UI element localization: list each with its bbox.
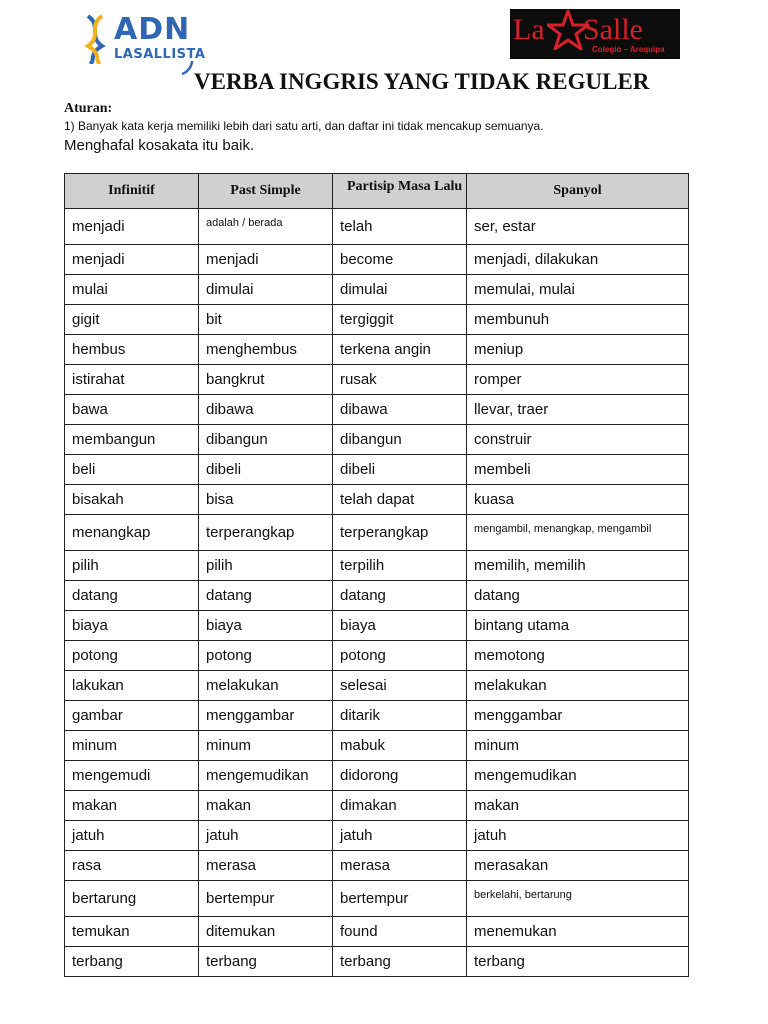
cell-past-simple: jatuh (199, 821, 333, 851)
cell-infinitif: menjadi (65, 245, 199, 275)
cell-infinitif: bisakah (65, 485, 199, 515)
cell-past-simple: makan (199, 791, 333, 821)
cell-past-participle: mabuk (333, 731, 467, 761)
adn-lasallista-logo (84, 12, 206, 66)
cell-past-simple: minum (199, 731, 333, 761)
table-row (65, 701, 689, 731)
cell-past-simple: potong (199, 641, 333, 671)
cell-infinitif: menangkap (65, 515, 199, 551)
cell-past-participle: merasa (333, 851, 467, 881)
cell-past-simple: bit (199, 305, 333, 335)
cell-past-participle: dimakan (333, 791, 467, 821)
cell-past-simple: menjadi (199, 245, 333, 275)
cell-past-simple: bisa (199, 485, 333, 515)
cell-past-simple: merasa (199, 851, 333, 881)
cell-spanyol: romper (467, 365, 689, 395)
header-past-simple: Past Simple (199, 174, 333, 209)
cell-past-simple: menggambar (199, 701, 333, 731)
rule-line-2: Menghafal kosakata itu baik. (64, 137, 255, 154)
cell-infinitif: bertarung (65, 881, 199, 917)
la-salle-logo (510, 9, 680, 59)
cell-past-simple: dibangun (199, 425, 333, 455)
cell-spanyol: jatuh (467, 821, 689, 851)
cell-past-participle: terperangkap (333, 515, 467, 551)
table-row (65, 209, 689, 245)
cell-past-participle: biaya (333, 611, 467, 641)
logo-lasallista-text: LASALLISTA (114, 47, 206, 62)
table-row (65, 395, 689, 425)
cell-infinitif: pilih (65, 551, 199, 581)
cell-past-participle: become (333, 245, 467, 275)
page-title: VERBA INGGRIS YANG TIDAK REGULER (194, 69, 650, 94)
cell-past-simple: terbang (199, 947, 333, 977)
table-row (65, 761, 689, 791)
logo-subtitle: Colegio – Arequipa (592, 45, 665, 54)
table-row (65, 551, 689, 581)
table-row (65, 305, 689, 335)
cell-past-participle: datang (333, 581, 467, 611)
cell-spanyol: kuasa (467, 485, 689, 515)
cell-past-simple: adalah / berada (199, 209, 333, 245)
cell-infinitif: minum (65, 731, 199, 761)
cell-past-participle: found (333, 917, 467, 947)
cell-infinitif: istirahat (65, 365, 199, 395)
header-partisip-masa-lalu: Partisip Masa Lalu (333, 174, 467, 209)
cell-past-simple: menghembus (199, 335, 333, 365)
cell-past-participle: ditarik (333, 701, 467, 731)
cell-past-simple: mengemudikan (199, 761, 333, 791)
table-row (65, 581, 689, 611)
cell-spanyol: membeli (467, 455, 689, 485)
cell-spanyol: makan (467, 791, 689, 821)
table-row (65, 671, 689, 701)
table-row (65, 335, 689, 365)
table-row (65, 731, 689, 761)
irregular-verbs-table (64, 173, 689, 977)
cell-past-participle: dibeli (333, 455, 467, 485)
cell-infinitif: terbang (65, 947, 199, 977)
cell-past-participle: tergiggit (333, 305, 467, 335)
table-row (65, 821, 689, 851)
cell-spanyol: memotong (467, 641, 689, 671)
table-row (65, 947, 689, 977)
cell-spanyol: merasakan (467, 851, 689, 881)
cell-spanyol: llevar, traer (467, 395, 689, 425)
cell-past-simple: dimulai (199, 275, 333, 305)
cell-past-participle: potong (333, 641, 467, 671)
logo-salle-text: Salle (583, 13, 643, 46)
cell-spanyol: terbang (467, 947, 689, 977)
table-row (65, 425, 689, 455)
table-row (65, 851, 689, 881)
cell-infinitif: bawa (65, 395, 199, 425)
cell-infinitif: rasa (65, 851, 199, 881)
table-row (65, 275, 689, 305)
table-row (65, 515, 689, 551)
cell-past-simple: dibeli (199, 455, 333, 485)
cell-past-simple: biaya (199, 611, 333, 641)
cell-infinitif: gambar (65, 701, 199, 731)
cell-spanyol: berkelahi, bertarung (467, 881, 689, 917)
logo-adn-text: ADN (114, 12, 191, 47)
cell-past-participle: dibawa (333, 395, 467, 425)
cell-past-participle: rusak (333, 365, 467, 395)
cell-infinitif: potong (65, 641, 199, 671)
logo-swoosh-icon (180, 60, 194, 76)
cell-infinitif: lakukan (65, 671, 199, 701)
cell-infinitif: datang (65, 581, 199, 611)
table-row (65, 485, 689, 515)
cell-spanyol: membunuh (467, 305, 689, 335)
cell-past-simple: datang (199, 581, 333, 611)
table-row (65, 245, 689, 275)
cell-infinitif: temukan (65, 917, 199, 947)
table-row (65, 881, 689, 917)
cell-spanyol: bintang utama (467, 611, 689, 641)
table-row (65, 365, 689, 395)
header-infinitif: Infinitif (65, 174, 199, 209)
cell-infinitif: jatuh (65, 821, 199, 851)
cell-infinitif: menjadi (65, 209, 199, 245)
table-row (65, 917, 689, 947)
cell-spanyol: memilih, memilih (467, 551, 689, 581)
cell-infinitif: hembus (65, 335, 199, 365)
cell-spanyol: datang (467, 581, 689, 611)
table-row (65, 791, 689, 821)
cell-spanyol: mengambil, menangkap, mengambil (467, 515, 689, 551)
cell-past-participle: terbang (333, 947, 467, 977)
dna-helix-icon (84, 14, 106, 64)
cell-past-participle: telah dapat (333, 485, 467, 515)
cell-past-simple: melakukan (199, 671, 333, 701)
table-row (65, 455, 689, 485)
table-header-row (65, 174, 689, 209)
cell-past-participle: didorong (333, 761, 467, 791)
cell-past-participle: terpilih (333, 551, 467, 581)
cell-past-participle: dimulai (333, 275, 467, 305)
cell-spanyol: ser, estar (467, 209, 689, 245)
cell-spanyol: construir (467, 425, 689, 455)
cell-past-participle: bertempur (333, 881, 467, 917)
cell-infinitif: biaya (65, 611, 199, 641)
cell-infinitif: makan (65, 791, 199, 821)
cell-infinitif: membangun (65, 425, 199, 455)
cell-past-participle: telah (333, 209, 467, 245)
cell-spanyol: mengemudikan (467, 761, 689, 791)
logo-la-text: La (513, 13, 545, 46)
table-row (65, 641, 689, 671)
cell-past-simple: ditemukan (199, 917, 333, 947)
cell-past-simple: dibawa (199, 395, 333, 425)
header-spanyol: Spanyol (467, 174, 689, 209)
cell-past-participle: terkena angin (333, 335, 467, 365)
cell-spanyol: minum (467, 731, 689, 761)
cell-past-simple: pilih (199, 551, 333, 581)
cell-infinitif: mulai (65, 275, 199, 305)
rules-label: Aturan: (64, 101, 113, 116)
cell-infinitif: mengemudi (65, 761, 199, 791)
cell-past-simple: bangkrut (199, 365, 333, 395)
cell-spanyol: meniup (467, 335, 689, 365)
table-row (65, 611, 689, 641)
cell-past-simple: terperangkap (199, 515, 333, 551)
cell-spanyol: menggambar (467, 701, 689, 731)
cell-past-participle: selesai (333, 671, 467, 701)
cell-spanyol: memulai, mulai (467, 275, 689, 305)
cell-infinitif: beli (65, 455, 199, 485)
cell-past-participle: dibangun (333, 425, 467, 455)
cell-spanyol: melakukan (467, 671, 689, 701)
cell-past-participle: jatuh (333, 821, 467, 851)
cell-spanyol: menjadi, dilakukan (467, 245, 689, 275)
cell-past-simple: bertempur (199, 881, 333, 917)
cell-infinitif: gigit (65, 305, 199, 335)
cell-spanyol: menemukan (467, 917, 689, 947)
rule-line-1: 1) Banyak kata kerja memiliki lebih dari satu arti, dan daftar ini tidak mencakup semuanya. (64, 119, 544, 133)
